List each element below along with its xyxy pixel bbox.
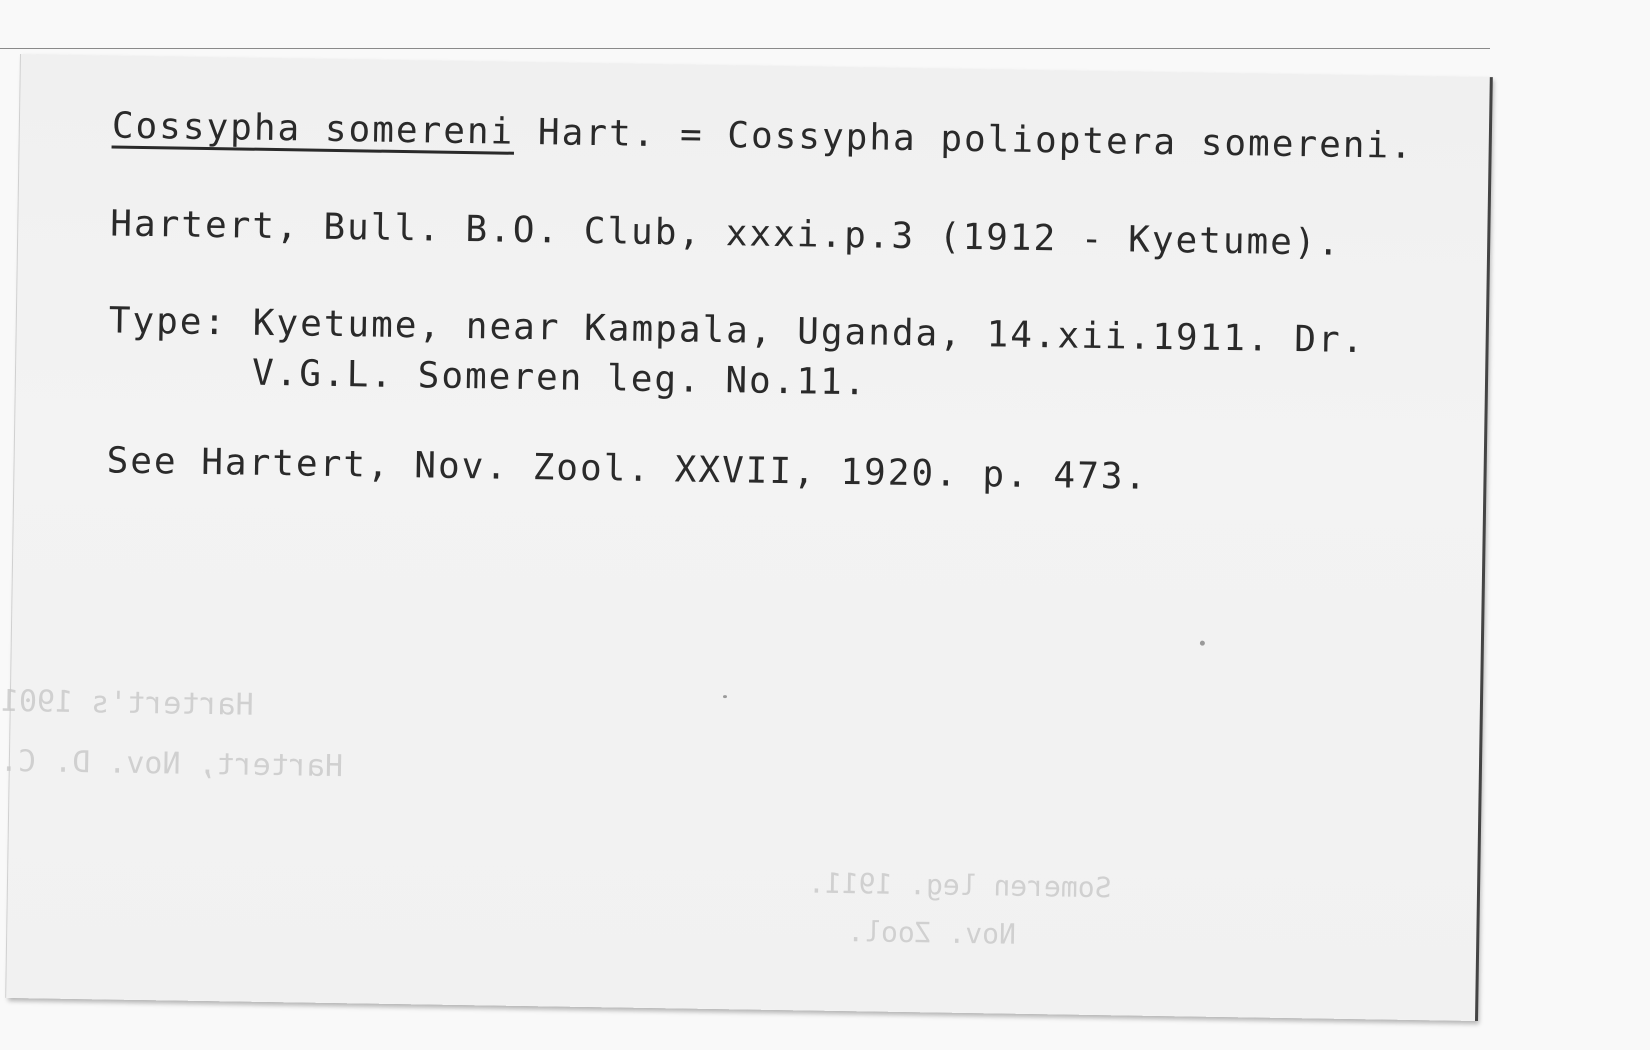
bleed-through-text-4: Nov. Zool. (847, 915, 1017, 951)
card-edge (1475, 77, 1493, 1021)
species-synonym: Hart. = Cossypha polioptera somereni. (537, 112, 1415, 167)
species-title (112, 105, 1415, 166)
type-collector: V.G.L. Someren leg. No.11. (251, 352, 868, 404)
bleed-through-text-2: Hartert, Nov. D. C. (0, 743, 344, 785)
see-also-reference: See Hartert, Nov. Zool. XXVII, 1920. p. 473. (106, 440, 1149, 498)
index-card (0, 54, 1491, 1021)
bleed-through-text-1: Hartert's 1901 (0, 683, 254, 723)
type-label: Type: (108, 300, 228, 344)
species-name-underlined: Cossypha somereni (111, 105, 515, 153)
bleed-through-text-3: Someren leg. 1911. (807, 866, 1112, 905)
dust-speck (1200, 641, 1205, 646)
type-locality: Kyetume, near Kampala, Uganda, 14.xii.1911. Dr. (252, 302, 1366, 362)
dust-speck (723, 695, 727, 698)
page-top-rule (0, 48, 1490, 49)
reference-citation: Hartert, Bull. B.O. Club, xxxi.p.3 (1912 - Kyetume). (110, 203, 1342, 264)
